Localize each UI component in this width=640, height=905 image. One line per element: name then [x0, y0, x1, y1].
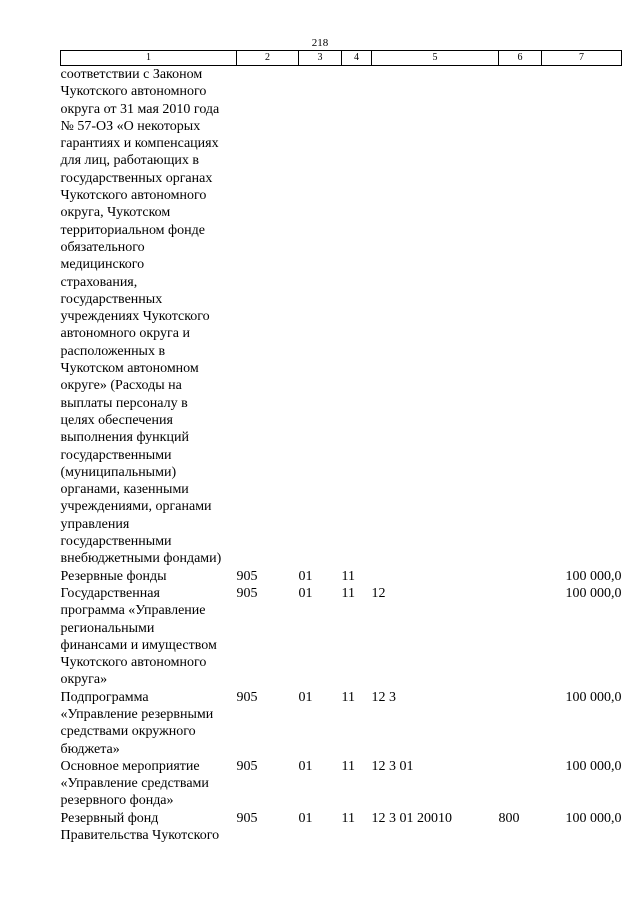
item-name-line: Чукотском автономном	[60, 361, 199, 377]
subsection-code-cell: 11	[341, 810, 355, 826]
column-number-6: 6	[499, 51, 542, 66]
target-item-cell: 12	[371, 585, 386, 601]
item-name-line: расположенных в	[60, 343, 166, 359]
section-code-cell	[299, 66, 342, 568]
item-name-line: Чукотского автономного	[60, 655, 207, 671]
table-row	[61, 758, 622, 810]
target-item-cell: 12 3 01	[371, 758, 414, 774]
item-name-line: целях обеспечения	[60, 412, 173, 428]
item-name-line: территориальном фонде	[60, 222, 205, 238]
expense-type-cell	[499, 568, 542, 585]
section-code-cell: 01	[298, 585, 313, 601]
table-row	[61, 810, 622, 845]
amount-cell	[542, 66, 622, 568]
subsection-code-cell: 11	[341, 689, 355, 705]
column-number-5: 5	[372, 51, 499, 66]
item-name-line: обязательного	[60, 239, 145, 255]
column-number-row	[61, 51, 622, 66]
amount-cell: 100 000,0	[565, 810, 622, 826]
item-name-line: страхования,	[60, 274, 138, 290]
expense-type-cell: 800	[498, 810, 520, 826]
item-name-line: учреждениях Чукотского	[60, 309, 210, 325]
item-name-line: округе» (Расходы на	[60, 378, 182, 394]
item-name-line: программа «Управление	[60, 603, 206, 619]
expense-type-cell	[499, 758, 542, 810]
item-name-cell	[61, 689, 237, 758]
item-name-line: округа, Чукотском	[60, 205, 171, 221]
table-row	[61, 568, 622, 585]
item-name-line: соответствии с Законом	[60, 67, 203, 82]
item-name-cell	[61, 758, 237, 810]
table-row	[61, 689, 622, 758]
item-name-line: государственными	[60, 447, 172, 463]
column-number-1: 1	[61, 51, 237, 66]
page-number: 218	[311, 37, 329, 49]
grbs-code-cell: 905	[236, 810, 258, 826]
budget-table	[60, 50, 622, 844]
item-name-cell	[61, 585, 237, 689]
item-name-line: Государственная	[60, 585, 160, 601]
table-row	[61, 66, 622, 568]
item-name-line: средствами окружного	[60, 724, 196, 740]
item-name-line: резервного фонда»	[60, 793, 174, 809]
column-number-7: 7	[542, 51, 622, 66]
item-name-cell	[61, 568, 237, 585]
item-name-line: Резервный фонд	[60, 810, 159, 826]
section-code-cell: 01	[298, 568, 313, 584]
item-name-line: округа»	[60, 672, 108, 688]
item-name-line: бюджета»	[60, 741, 120, 757]
subsection-code-cell: 11	[341, 585, 355, 601]
item-name-line: Основное мероприятие	[60, 758, 200, 774]
item-name-line: государственными	[60, 534, 172, 550]
subsection-code-cell	[342, 66, 372, 568]
target-item-cell	[372, 66, 499, 568]
amount-cell: 100 000,0	[565, 689, 622, 705]
item-name-line: учреждениями, органами	[60, 499, 212, 515]
item-name-line: Резервные фонды	[60, 568, 167, 584]
target-item-cell: 12 3 01 20010	[371, 810, 452, 826]
expense-type-cell	[499, 689, 542, 758]
item-name-line: (муниципальными)	[60, 464, 177, 480]
grbs-code-cell: 905	[236, 568, 258, 584]
item-name-line: Подпрограмма	[60, 689, 149, 705]
item-name-line: медицинского	[60, 257, 145, 273]
item-name-line: для лиц, работающих в	[60, 153, 200, 169]
item-name-line: региональными	[60, 620, 155, 636]
target-item-cell	[372, 568, 499, 585]
item-name-line: государственных	[60, 291, 163, 307]
item-name-line: выплаты персоналу в	[60, 395, 188, 411]
table-body	[61, 66, 622, 845]
amount-cell: 100 000,0	[565, 758, 622, 774]
grbs-code-cell: 905	[236, 758, 258, 774]
item-name-line: государственных органах	[60, 170, 213, 186]
item-name-line: органами, казенными	[60, 482, 189, 498]
target-item-cell: 12 3	[371, 689, 396, 705]
subsection-code-cell: 11	[341, 568, 355, 584]
amount-cell: 100 000,0	[565, 568, 622, 584]
grbs-code-cell: 905	[236, 689, 258, 705]
item-name-line: гарантиях и компенсациях	[60, 136, 219, 152]
section-code-cell: 01	[298, 758, 313, 774]
item-name-line: финансами и имуществом	[60, 637, 217, 653]
section-code-cell: 01	[298, 689, 313, 705]
table-row	[61, 585, 622, 689]
item-name-line: выполнения функций	[60, 430, 189, 446]
item-name-line: «Управление резервными	[60, 706, 214, 722]
expense-type-cell	[499, 66, 542, 568]
expense-type-cell	[499, 585, 542, 689]
item-name-line: округа от 31 мая 2010 года	[60, 101, 220, 117]
column-number-3: 3	[299, 51, 342, 66]
subsection-code-cell: 11	[341, 758, 355, 774]
item-name-line: Правительства Чукотского	[60, 828, 220, 844]
item-name-line: автономного округа и	[60, 326, 190, 342]
grbs-code-cell: 905	[236, 585, 258, 601]
item-name-cell	[61, 66, 237, 568]
column-number-4: 4	[342, 51, 372, 66]
item-name-line: управления	[60, 516, 130, 532]
item-name-line: Чукотского автономного	[60, 84, 207, 100]
column-number-2: 2	[237, 51, 299, 66]
item-name-line: внебюджетными фондами)	[60, 551, 222, 567]
amount-cell: 100 000,0	[565, 585, 622, 601]
grbs-code-cell	[237, 66, 299, 568]
item-name-line: «Управление средствами	[60, 776, 209, 792]
item-name-line: № 57-ОЗ «О некоторых	[60, 118, 201, 134]
item-name-cell	[61, 810, 237, 845]
section-code-cell: 01	[298, 810, 313, 826]
item-name-line: Чукотского автономного	[60, 188, 207, 204]
